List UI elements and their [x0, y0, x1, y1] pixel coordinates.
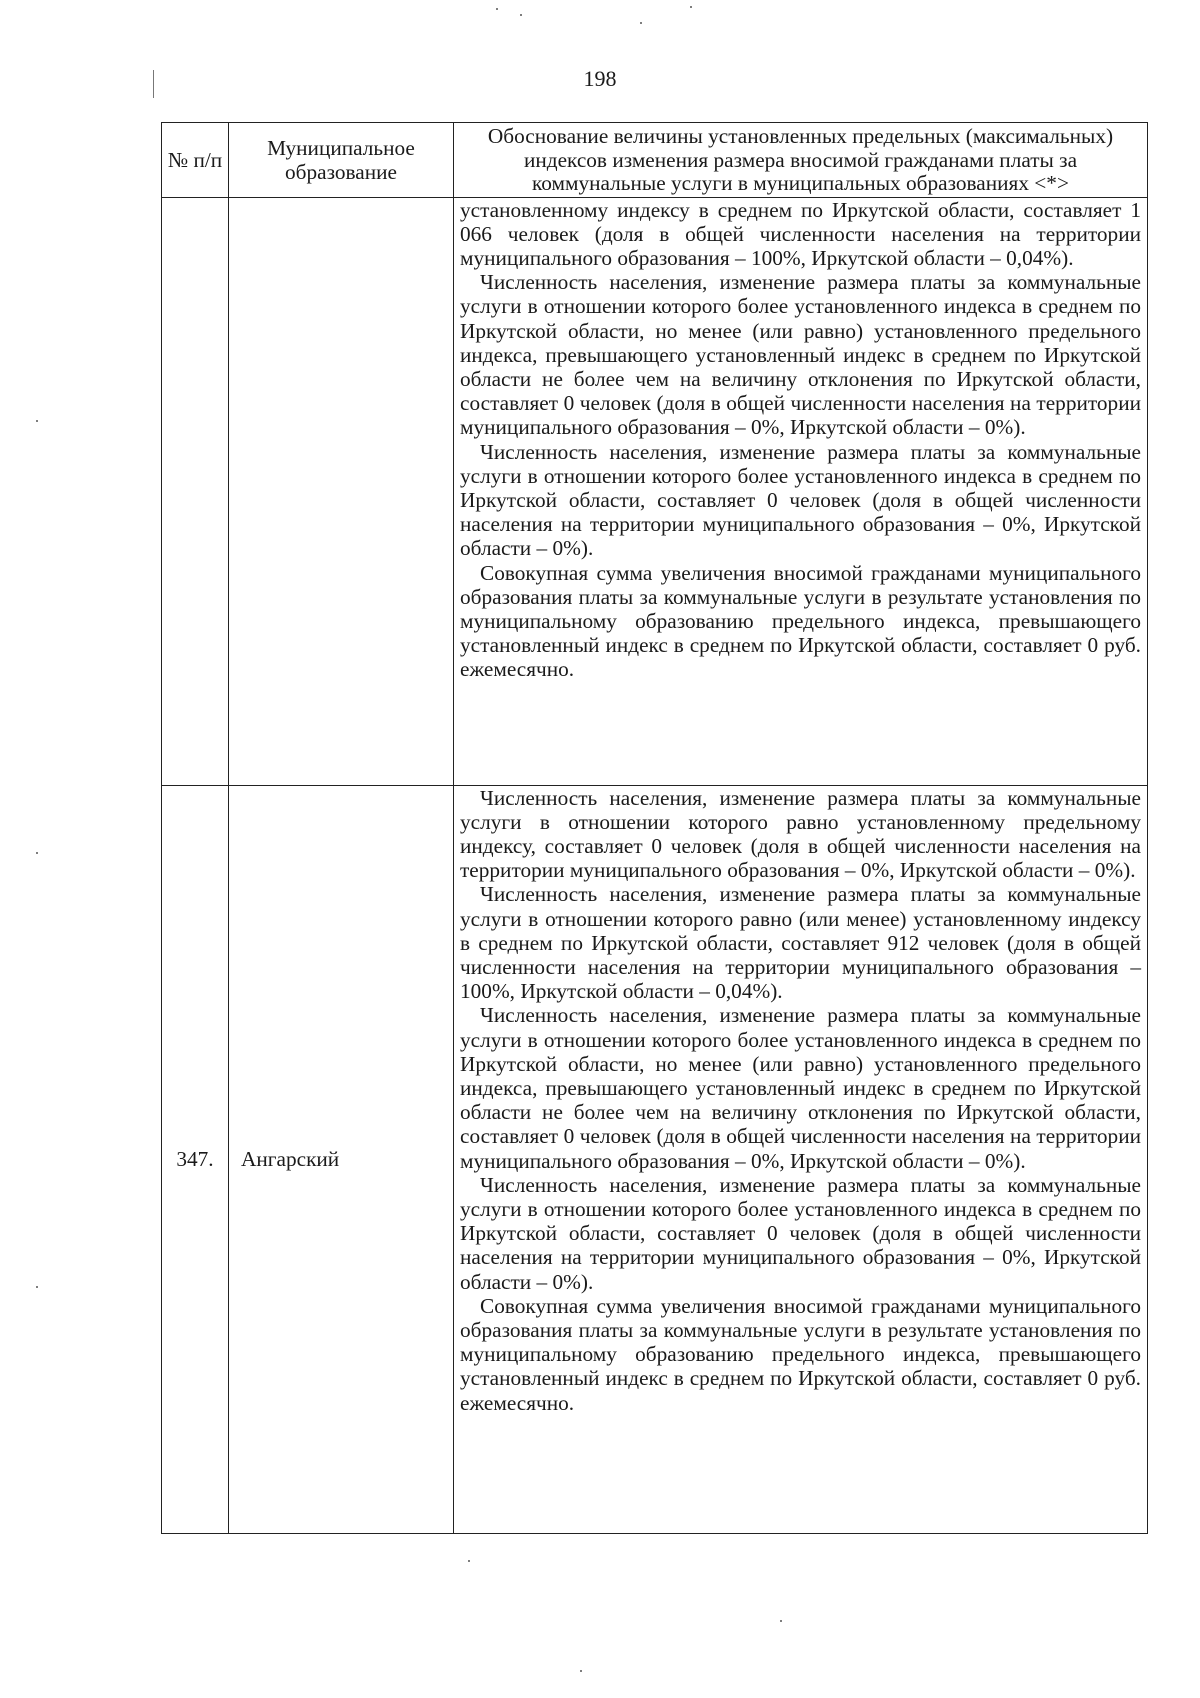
header-municipality: Муниципальное образование	[229, 123, 454, 198]
row-num: 347.	[162, 785, 229, 1533]
scan-speck	[496, 8, 498, 10]
scan-speck	[640, 22, 642, 24]
row-municipality	[229, 197, 454, 785]
justification-paragraph: Численность населения, изменение размера платы за коммунальные услуги в отношении которого равно (или менее) установленному индексу в среднем по Иркутской области, составляет 912 человек (доля в общей численности населения на территории муниципального образования – 100%, Иркутской области – 0,04%).	[460, 882, 1141, 1004]
row-num	[162, 197, 229, 785]
row-justification	[454, 785, 1148, 1533]
justification-paragraph: Численность населения, изменение размера платы за коммунальные услуги в отношении которого более установленного индекса в среднем по Иркутской области, составляет 0 человек (доля в общей численности населения на территории муниципального образования – 0%, Иркутской области – 0%).	[460, 439, 1141, 561]
header-num: № п/п	[162, 123, 229, 198]
justification-paragraph: Совокупная сумма увеличения вносимой гражданами муниципального образования платы за коммунальные услуги в результате установления по муниципальному образованию предельного индекса, превышающего установленный индекс в среднем по Иркутской области, составляет 0 руб. ежемесячно.	[460, 560, 1141, 682]
row-municipality: Ангарский	[229, 785, 454, 1533]
scan-speck	[36, 1286, 38, 1288]
justification-paragraph: установленному индексу в среднем по Иркутской области, составляет 1 066 человек (доля в общей численности населения на территории муниципального образования – 100%, Иркутской области – 0,04%).	[460, 197, 1141, 270]
scan-speck	[520, 14, 522, 16]
scan-speck	[36, 420, 38, 422]
tariff-justification-table	[161, 122, 1148, 1534]
justification-paragraph: Численность населения, изменение размера платы за коммунальные услуги в отношении которого более установленного индекса в среднем по Иркутской области, составляет 0 человек (доля в общей численности населения на территории муниципального образования – 0%, Иркутской области – 0%).	[460, 1172, 1141, 1294]
scan-margin-mark	[153, 70, 154, 98]
scan-speck	[580, 1670, 582, 1672]
row-justification	[454, 197, 1148, 785]
table-row	[162, 197, 1148, 785]
table-row	[162, 785, 1148, 1533]
scan-speck	[690, 6, 692, 8]
justification-paragraph: Численность населения, изменение размера платы за коммунальные услуги в отношении которого более установленного индекса в среднем по Иркутской области, но менее (или равно) установленного предельного индекса, превышающего установленный индекс в среднем по Иркутской области не более чем на величину отклонения по Иркутской области, составляет 0 человек (доля в общей численности населения на территории муниципального образования – 0%, Иркутской области – 0%).	[460, 1003, 1141, 1173]
scan-speck	[36, 852, 38, 854]
justification-paragraph: Численность населения, изменение размера платы за коммунальные услуги в отношении которого равно установленному предельному индексу, составляет 0 человек (доля в общей численности населения на территории муниципального образования – 0%, Иркутской области – 0%).	[460, 785, 1141, 883]
scan-speck	[468, 1560, 470, 1562]
page-number: 198	[583, 66, 617, 91]
scan-speck	[780, 1620, 782, 1622]
justification-paragraph: Совокупная сумма увеличения вносимой гражданами муниципального образования платы за коммунальные услуги в результате установления по муниципальному образованию предельного индекса, превышающего установленный индекс в среднем по Иркутской области, составляет 0 руб. ежемесячно.	[460, 1293, 1141, 1415]
justification-paragraph: Численность населения, изменение размера платы за коммунальные услуги в отношении которого более установленного индекса в среднем по Иркутской области, но менее (или равно) установленного предельного индекса, превышающего установленный индекс в среднем по Иркутской области не более чем на величину отклонения по Иркутской области, составляет 0 человек (доля в общей численности населения на территории муниципального образования – 0%, Иркутской области – 0%).	[460, 270, 1141, 440]
header-justification: Обоснование величины установленных предельных (максимальных) индексов изменения размера вносимой гражданами платы за коммунальные услуги в муниципальных образованиях <*>	[454, 123, 1148, 198]
table-header-row	[162, 123, 1148, 198]
